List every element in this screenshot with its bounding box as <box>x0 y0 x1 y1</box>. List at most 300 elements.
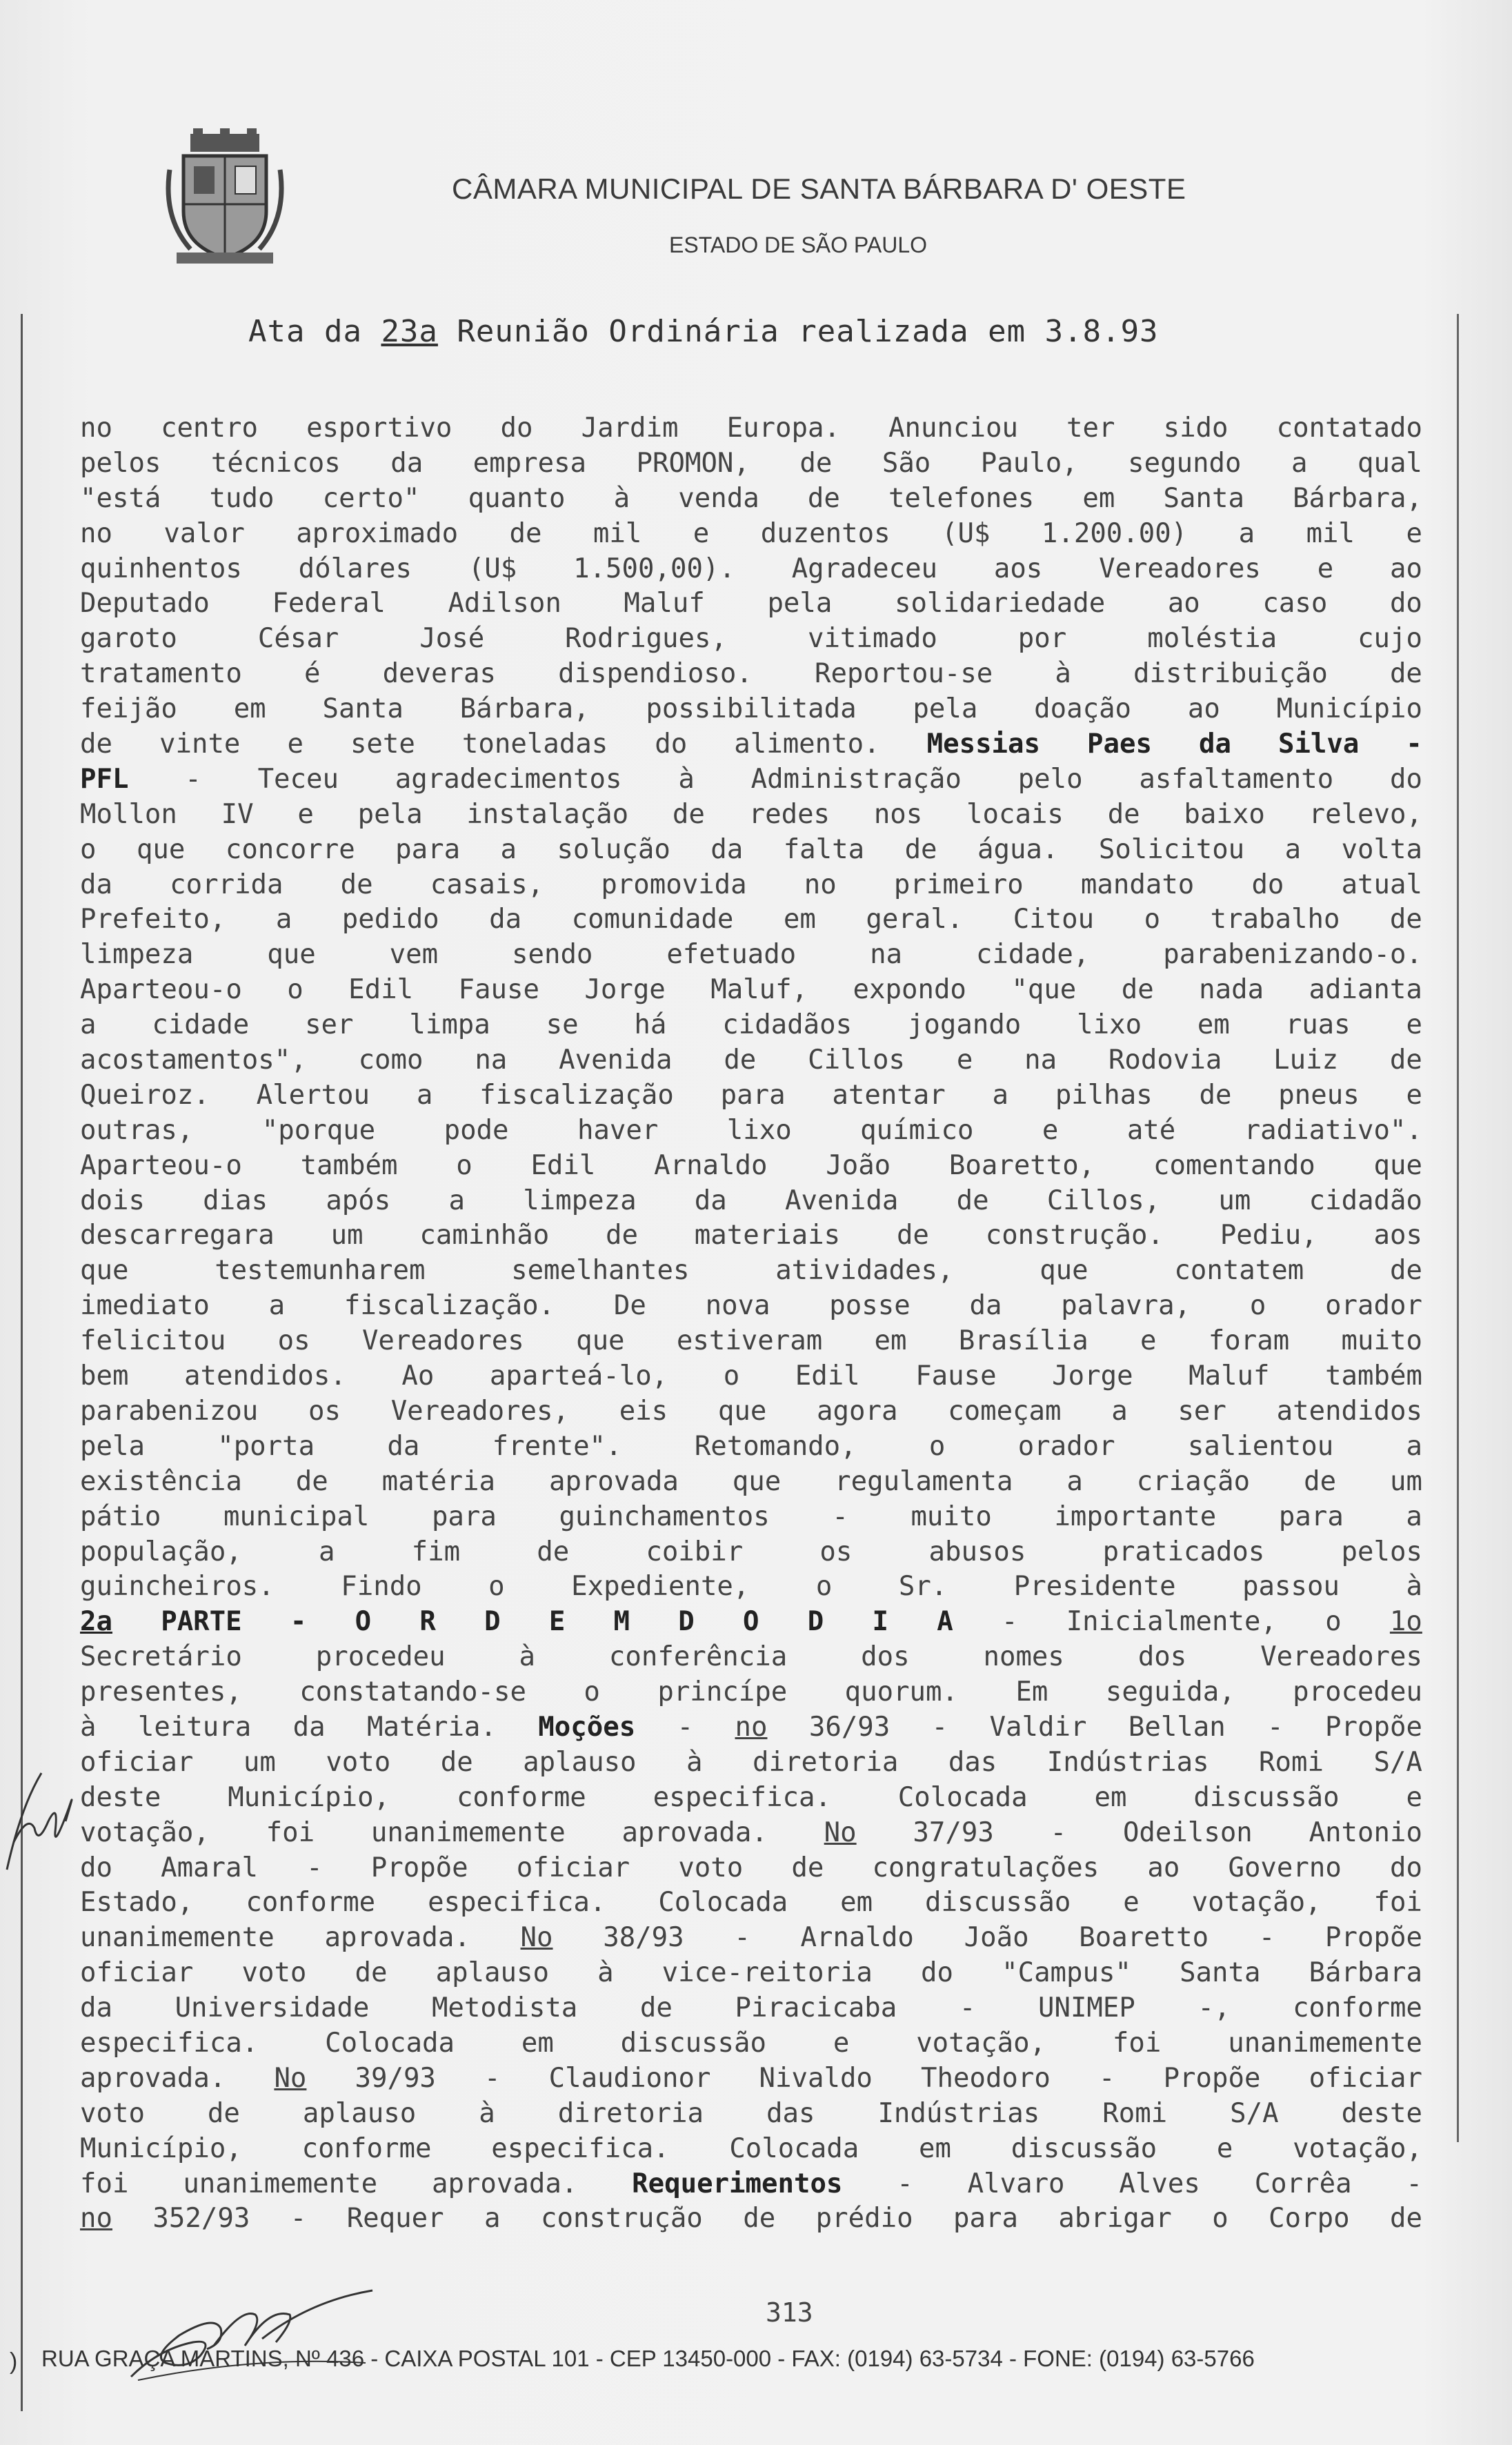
word: dispendioso. <box>558 658 753 690</box>
word: Avenida <box>559 1045 673 1076</box>
word: - <box>1267 1711 1284 1743</box>
word: solução <box>557 833 670 865</box>
word: em <box>521 2027 554 2059</box>
text-line <box>80 938 1422 973</box>
word: o <box>928 1430 946 1462</box>
word: Vereadores, <box>390 1395 569 1427</box>
word: Cillos <box>808 1045 905 1076</box>
word: (U$ <box>942 517 991 549</box>
word: e <box>1406 1781 1422 1813</box>
word: de <box>440 1746 473 1778</box>
word: votação, <box>80 1817 210 1848</box>
word: à <box>686 1746 703 1778</box>
word: estiveram <box>676 1325 823 1357</box>
word: Nivaldo <box>759 2062 873 2094</box>
word: Romi <box>1259 1746 1324 1778</box>
word: Alvaro <box>967 2168 1065 2199</box>
word: foi <box>80 2168 129 2199</box>
word: o <box>80 833 97 865</box>
word: posse <box>829 1290 911 1322</box>
word: Reportou-se <box>815 658 993 690</box>
word: Secretário <box>80 1641 242 1673</box>
word: descarregara <box>80 1220 275 1251</box>
word: presentes, <box>80 1676 242 1708</box>
word: Administração <box>750 763 962 795</box>
word: foi <box>266 1817 315 1848</box>
word: discussão <box>1193 1781 1340 1813</box>
word: coibir <box>646 1536 744 1567</box>
word: Município, <box>80 2132 242 2164</box>
word: o <box>287 974 304 1006</box>
word: aprovada. <box>324 1922 470 1954</box>
word: Bárbara, <box>459 693 590 725</box>
word: o <box>456 1149 472 1181</box>
word: Edil <box>530 1149 596 1181</box>
word: Luiz <box>1273 1045 1339 1076</box>
word: dos <box>861 1641 910 1673</box>
text-line <box>80 1043 1422 1078</box>
text-line <box>80 1921 1422 1956</box>
word: salientou <box>1187 1430 1334 1462</box>
word: solidariedade <box>894 588 1106 620</box>
word: municipal <box>223 1501 370 1532</box>
word: (U$ <box>468 553 517 584</box>
word: Claudionor <box>548 2062 711 2094</box>
word: Inicialmente, <box>1066 1606 1277 1638</box>
word: Colocada <box>897 1781 1028 1813</box>
word: Edil <box>795 1360 860 1392</box>
word: a <box>416 1079 433 1111</box>
word: em <box>1094 1781 1127 1813</box>
word: no <box>80 517 112 549</box>
text-line <box>80 1289 1422 1324</box>
word: volta <box>1341 833 1422 865</box>
word: que <box>1040 1255 1088 1287</box>
word: cidade, <box>975 939 1090 971</box>
word: a <box>484 2203 501 2235</box>
word: sido <box>1163 413 1228 444</box>
word: atividades, <box>775 1255 954 1287</box>
word: que <box>576 1325 625 1357</box>
word: da <box>80 869 112 900</box>
word: asfaltamento <box>1139 763 1334 795</box>
word: construção. <box>985 1220 1164 1251</box>
word: de <box>799 447 833 479</box>
word: "Campus" <box>1002 1957 1131 1989</box>
word: Jardim <box>581 413 679 444</box>
word: bem <box>80 1360 129 1392</box>
word: regulamenta <box>835 1465 1013 1497</box>
word: Sr. <box>898 1571 948 1603</box>
word: frente". <box>492 1430 622 1462</box>
word: Cillos, <box>1046 1185 1161 1216</box>
municipal-coat-of-arms-icon <box>163 128 287 266</box>
word: a <box>80 1009 97 1041</box>
word: 37/93 <box>913 1817 994 1848</box>
word: Em <box>1015 1676 1048 1708</box>
word: Município, <box>228 1781 390 1813</box>
word: o <box>584 1676 600 1708</box>
word: -, <box>1197 1992 1231 2024</box>
word: do <box>500 413 533 444</box>
word: Arnaldo <box>654 1149 768 1181</box>
word: esportivo <box>306 413 452 444</box>
text-line <box>80 1991 1422 2026</box>
word: contatado <box>1276 413 1422 444</box>
word: orador <box>1017 1430 1115 1462</box>
text-line <box>80 1675 1422 1710</box>
word: a <box>992 1079 1009 1111</box>
word: pelo <box>1017 763 1083 795</box>
word: especifica. <box>428 1887 606 1919</box>
word: toneladas <box>461 729 608 760</box>
word: R <box>419 1606 436 1638</box>
word: Colocada <box>729 2132 859 2164</box>
word: doação <box>1034 693 1132 725</box>
word: Colocada <box>658 1887 788 1919</box>
word: de <box>1304 1465 1337 1497</box>
text-line <box>80 1429 1422 1465</box>
word: da <box>292 1711 326 1743</box>
word: de <box>1121 974 1154 1006</box>
word: - <box>1001 1606 1018 1638</box>
word: corrida <box>170 869 284 900</box>
word: 352/93 <box>152 2203 250 2235</box>
word: César <box>257 623 339 655</box>
word: pilhas <box>1055 1079 1153 1111</box>
word: atendidos. <box>184 1360 346 1392</box>
word: tudo <box>209 482 275 514</box>
word: quanto <box>468 482 566 514</box>
word: Rodrigues, <box>565 623 727 655</box>
word: deste <box>1341 2097 1422 2129</box>
word: pela <box>767 588 833 620</box>
word: quinhentos <box>80 553 242 584</box>
text-line <box>80 1885 1422 1921</box>
word: empresa <box>472 447 587 479</box>
word: e <box>1123 1887 1140 1919</box>
word: qual <box>1357 447 1422 479</box>
word: congratulações <box>872 1852 1100 1883</box>
word: do <box>1389 1852 1422 1883</box>
text-line <box>80 446 1422 482</box>
word: de <box>904 833 937 865</box>
word: adianta <box>1309 974 1422 1006</box>
text-line <box>80 2097 1422 2132</box>
word: haver <box>577 1114 659 1146</box>
word: foram <box>1208 1325 1290 1357</box>
word: para <box>720 1079 786 1111</box>
word: Propõe <box>1325 1922 1422 1954</box>
word: voto <box>241 1957 307 1989</box>
word: pela <box>80 1430 145 1462</box>
word: vem <box>389 939 439 971</box>
word: Metodista <box>431 1992 578 2024</box>
word: quorum. <box>844 1676 958 1708</box>
word: e <box>1406 1079 1422 1111</box>
word: 38/93 <box>603 1922 684 1954</box>
text-line <box>80 902 1422 938</box>
word: Colocada <box>325 2027 455 2059</box>
word: e <box>1216 2132 1233 2164</box>
word: Odeilson <box>1122 1817 1253 1848</box>
word: vinte <box>159 729 241 760</box>
word: da <box>969 1290 1002 1322</box>
word: e <box>1406 517 1422 549</box>
word: promovida <box>601 869 747 900</box>
word: testemunharem <box>215 1255 426 1287</box>
word: ter <box>1066 413 1115 444</box>
word: em <box>918 2132 951 2164</box>
word: em <box>1082 482 1115 514</box>
word: Expediente, <box>571 1571 750 1603</box>
word: Alertou <box>256 1079 370 1111</box>
word: geral. <box>866 904 964 936</box>
word: pelos <box>1341 1536 1422 1567</box>
word: O <box>743 1606 759 1638</box>
word: de <box>1107 798 1140 830</box>
word: a <box>448 1185 465 1216</box>
text-line <box>80 1078 1422 1113</box>
word: Pediu, <box>1220 1220 1317 1251</box>
text-line <box>80 1008 1422 1043</box>
word: vitimado <box>807 623 937 655</box>
word: à <box>80 1711 97 1743</box>
page-number: 313 <box>766 2297 813 2328</box>
word: outras, <box>80 1114 194 1146</box>
word: existência <box>80 1465 242 1497</box>
word: felicitou <box>80 1325 226 1357</box>
word: instalação <box>466 798 629 830</box>
word: seguida, <box>1105 1676 1235 1708</box>
text-line <box>80 1640 1422 1675</box>
word: votação, <box>1191 1887 1322 1919</box>
word: atual <box>1341 869 1422 900</box>
text-line <box>80 2061 1422 2097</box>
word: da <box>387 1430 420 1462</box>
word: Antonio <box>1309 1817 1422 1848</box>
word: a <box>500 833 517 865</box>
word: aplauso <box>302 2097 417 2129</box>
word: D <box>807 1606 824 1638</box>
word: Estado, <box>80 1887 194 1919</box>
word: 2a <box>80 1606 112 1638</box>
word: especifica. <box>491 2132 670 2164</box>
word: I <box>872 1606 888 1638</box>
word: em <box>840 1887 873 1919</box>
word: PROMON, <box>636 447 750 479</box>
text-line <box>80 1394 1422 1429</box>
word: Fause <box>915 1360 997 1392</box>
heading-prefix: Ata da <box>248 314 381 349</box>
word: conforme <box>246 1887 376 1919</box>
word: IV <box>221 798 254 830</box>
text-line <box>80 482 1422 517</box>
word: fiscalização. <box>344 1290 555 1322</box>
text-line <box>80 762 1422 798</box>
word: Europa. <box>726 413 840 444</box>
word: - <box>677 1711 694 1743</box>
word: dias <box>203 1185 268 1216</box>
word: passou <box>1242 1571 1340 1603</box>
word: foi <box>1373 1887 1422 1919</box>
word: possibilitada <box>646 693 857 725</box>
word: ser <box>305 1009 354 1041</box>
word: os <box>819 1536 853 1567</box>
word: procedeu <box>315 1641 446 1673</box>
word: conforme <box>456 1781 586 1813</box>
word: um <box>330 1220 364 1251</box>
word: João <box>964 1922 1029 1954</box>
word: parabenizando-o. <box>1163 939 1422 971</box>
chamber-title: CÂMARA MUNICIPAL DE SANTA BÁRBARA D' OESTE <box>452 172 1186 205</box>
text-line <box>80 727 1422 762</box>
word: pneus <box>1278 1079 1360 1111</box>
word: Jorge <box>584 974 666 1006</box>
word: sendo <box>512 939 593 971</box>
word: dois <box>80 1185 145 1216</box>
word: Agradeceu <box>791 553 938 584</box>
word: pela <box>913 693 978 725</box>
word: "porque <box>261 1114 376 1146</box>
word: até <box>1126 1114 1176 1146</box>
word: e <box>1406 1009 1422 1041</box>
word: atendidos <box>1276 1395 1422 1427</box>
word: "que <box>1011 974 1077 1006</box>
word: por <box>1017 623 1067 655</box>
word: - <box>832 1501 848 1532</box>
text-line <box>80 1570 1422 1605</box>
word: aprovada. <box>621 1817 768 1848</box>
word: importante <box>1054 1501 1217 1532</box>
word: conforme <box>1293 1992 1422 2024</box>
word: de <box>639 1992 673 2024</box>
word: Moções <box>538 1711 636 1743</box>
word: um <box>1218 1185 1251 1216</box>
word: - <box>1406 729 1422 760</box>
word: ao <box>1390 553 1422 584</box>
word: cidade <box>152 1009 250 1041</box>
word: da <box>390 447 424 479</box>
word: limpa <box>409 1009 490 1041</box>
word: a <box>268 1290 286 1322</box>
word: Piracicaba <box>735 1992 897 2024</box>
word: valor <box>163 517 245 549</box>
word: trabalho <box>1210 904 1340 936</box>
word: nos <box>873 798 923 830</box>
word: Matéria. <box>367 1711 497 1743</box>
word: Maluf <box>624 588 705 620</box>
word: deste <box>80 1781 161 1813</box>
word: um <box>1390 1465 1422 1497</box>
word: Amaral <box>161 1852 258 1883</box>
word: pátio <box>80 1501 161 1532</box>
word: construção <box>540 2203 703 2235</box>
word: Fause <box>458 974 539 1006</box>
word: à <box>479 2097 495 2129</box>
word: e <box>1317 553 1334 584</box>
word: à <box>678 763 695 795</box>
word: de <box>1389 1255 1422 1287</box>
word: de <box>355 1957 388 1989</box>
word: e <box>956 1045 973 1076</box>
word: conferência <box>608 1641 788 1673</box>
word: foi <box>1112 2027 1162 2059</box>
word: Aparteou-o <box>80 1149 242 1181</box>
text-line <box>80 586 1422 622</box>
word: do <box>1251 869 1284 900</box>
word: certo" <box>322 482 420 514</box>
word: o <box>723 1360 740 1392</box>
word: - <box>290 2203 307 2235</box>
word: - <box>1050 1817 1067 1848</box>
word: das <box>766 2097 815 2129</box>
word: do <box>921 1957 953 1989</box>
word: guinchamentos <box>559 1501 770 1532</box>
word: que <box>80 1255 129 1287</box>
word: nova <box>705 1290 770 1322</box>
word: do <box>655 729 688 760</box>
word: - <box>1098 2062 1115 2094</box>
word: em <box>1197 1009 1230 1041</box>
word: João <box>826 1149 891 1181</box>
word: Anunciou <box>888 413 1018 444</box>
word: A <box>937 1606 953 1638</box>
word: Prefeito, <box>80 904 226 936</box>
word: nomes <box>983 1641 1064 1673</box>
text-line <box>80 1359 1422 1394</box>
word: de <box>1390 2203 1422 2235</box>
word: - <box>306 1852 323 1883</box>
word: 1o <box>1389 1606 1422 1638</box>
word: aprovada <box>548 1465 679 1497</box>
word: para <box>395 833 461 865</box>
word: garoto <box>80 623 177 655</box>
word: e <box>297 798 314 830</box>
text-line <box>80 2132 1422 2167</box>
word: abrigar <box>1058 2203 1172 2235</box>
word: mil <box>1306 517 1355 549</box>
word: comentando <box>1153 1149 1315 1181</box>
word: alimento. <box>734 729 880 760</box>
word: caminhão <box>419 1220 550 1251</box>
word: oficiar <box>80 1957 194 1989</box>
text-line <box>80 1745 1422 1781</box>
text-line <box>80 657 1422 692</box>
word: cujo <box>1357 623 1422 655</box>
word: limpeza <box>80 939 194 971</box>
word: à <box>519 1641 535 1673</box>
word: ser <box>1177 1395 1226 1427</box>
word: ruas <box>1285 1009 1351 1041</box>
word: Bárbara <box>1309 1957 1422 1989</box>
text-line <box>80 1254 1422 1289</box>
margin-initials-signature <box>0 1766 97 1877</box>
text-line <box>80 1113 1422 1149</box>
word: radiativo". <box>1244 1114 1422 1146</box>
text-line <box>80 2026 1422 2061</box>
minutes-body <box>80 411 1422 2237</box>
text-line <box>80 973 1422 1008</box>
word: locais <box>966 798 1064 830</box>
word: M <box>613 1606 630 1638</box>
text-line <box>80 1465 1422 1500</box>
word: ao <box>1167 588 1200 620</box>
word: Deputado <box>80 588 210 620</box>
word: Santa <box>322 693 404 725</box>
word: caso <box>1262 588 1328 620</box>
word: a <box>275 904 292 936</box>
